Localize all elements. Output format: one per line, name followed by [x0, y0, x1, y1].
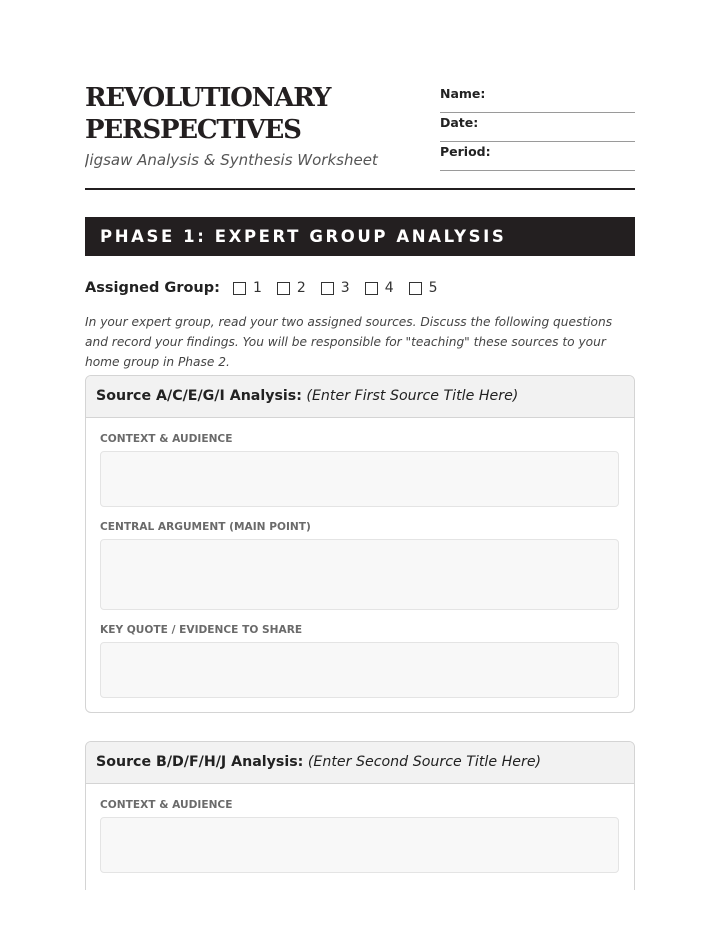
- checkbox[interactable]: [321, 282, 334, 295]
- phase-banner: PHASE 1: EXPERT GROUP ANALYSIS: [85, 217, 635, 256]
- worksheet-header: [85, 82, 635, 190]
- title-line-2: PERSPECTIVES: [85, 115, 301, 145]
- group-option-1[interactable]: [233, 280, 262, 296]
- source-title-placeholder[interactable]: (Enter First Source Title Here): [306, 388, 519, 404]
- worksheet-page: [85, 0, 635, 890]
- period-label: Period:: [440, 144, 491, 159]
- group-option-4[interactable]: [365, 280, 394, 296]
- student-info: [440, 84, 635, 171]
- group-option-label: 2: [296, 280, 306, 296]
- group-option-2[interactable]: [277, 280, 306, 296]
- context-audience-field[interactable]: [100, 817, 619, 873]
- central-argument-label: CENTRAL ARGUMENT (MAIN POINT): [100, 521, 311, 533]
- central-argument-field[interactable]: [100, 539, 619, 610]
- source-card-1: [85, 375, 635, 713]
- date-field[interactable]: [440, 113, 635, 142]
- source-card-header: [86, 376, 634, 418]
- context-audience-label: CONTEXT & AUDIENCE: [100, 799, 233, 811]
- name-field[interactable]: [440, 84, 635, 113]
- context-audience-field[interactable]: [100, 451, 619, 507]
- source-title-placeholder[interactable]: (Enter Second Source Title Here): [307, 754, 542, 770]
- worksheet-subtitle: Jigsaw Analysis & Synthesis Worksheet: [85, 151, 378, 169]
- group-option-5[interactable]: [409, 280, 438, 296]
- name-label: Name:: [440, 86, 486, 101]
- source-card-2: [85, 741, 635, 890]
- assigned-group-label: Assigned Group:: [85, 280, 220, 296]
- group-option-label: 3: [340, 280, 350, 296]
- source-label: Source B/D/F/H/J Analysis:: [96, 754, 304, 770]
- worksheet-title: [85, 82, 330, 146]
- period-field[interactable]: [440, 142, 635, 171]
- checkbox[interactable]: [277, 282, 290, 295]
- checkbox[interactable]: [365, 282, 378, 295]
- instructions: In your expert group, read your two assigned sources. Discuss the following questions and record your findings. You will be responsible for "teaching" these sources to your home group in Phase 2.: [85, 315, 613, 369]
- group-option-3[interactable]: [321, 280, 350, 296]
- context-audience-label: CONTEXT & AUDIENCE: [100, 433, 233, 445]
- source-card-header: [86, 742, 634, 784]
- title-line-1: REVOLUTIONARY: [85, 83, 331, 113]
- checkbox[interactable]: [233, 282, 246, 295]
- group-option-label: 1: [252, 280, 262, 296]
- key-quote-label: KEY QUOTE / EVIDENCE TO SHARE: [100, 624, 303, 636]
- date-label: Date:: [440, 115, 479, 130]
- source-label: Source A/C/E/G/I Analysis:: [96, 388, 302, 404]
- checkbox[interactable]: [409, 282, 422, 295]
- assigned-group: [85, 278, 453, 298]
- group-option-label: 4: [384, 280, 394, 296]
- group-option-label: 5: [428, 280, 438, 296]
- key-quote-field[interactable]: [100, 642, 619, 698]
